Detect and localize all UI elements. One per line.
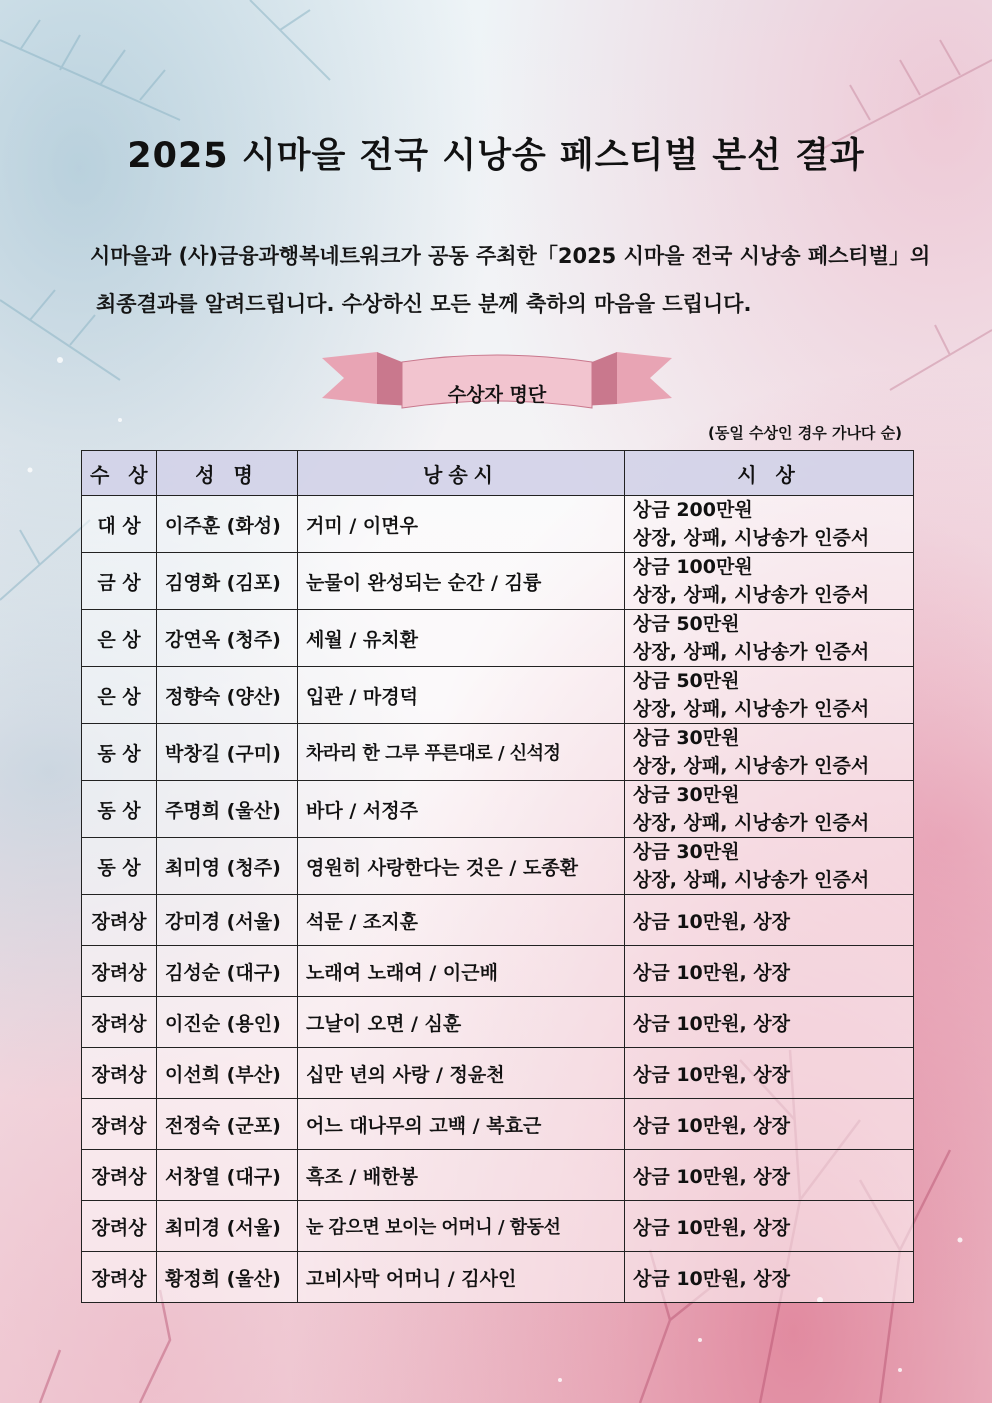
prize-items: 상장, 상패, 시낭송가 인증서 [633, 584, 870, 606]
table-row [82, 1099, 914, 1150]
name-cell: 김영화 (김포) [157, 553, 298, 610]
name-cell: 김성순 (대구) [157, 946, 298, 997]
awards-table [81, 450, 914, 1303]
prize-cell: 상금 10만원, 상장 [625, 1201, 914, 1252]
poem-cell: 눈 감으면 보이는 어머니 / 함동선 [298, 1201, 625, 1252]
award-cell: 대 상 [82, 496, 157, 553]
poem-cell: 영원히 사랑한다는 것은 / 도종환 [298, 838, 625, 895]
prize-money: 상금 30만원 [633, 841, 740, 863]
table-row [82, 724, 914, 781]
prize-cell: 상금 10만원, 상장 [625, 1252, 914, 1303]
table-row [82, 946, 914, 997]
award-cell: 장려상 [82, 997, 157, 1048]
prize-money: 상금 200만원 [633, 499, 753, 521]
table-row [82, 1252, 914, 1303]
name-cell: 주명희 (울산) [157, 781, 298, 838]
table-row [82, 895, 914, 946]
table-row [82, 838, 914, 895]
intro-text [90, 232, 931, 328]
prize-items: 상장, 상패, 시낭송가 인증서 [633, 755, 870, 777]
name-cell: 서창열 (대구) [157, 1150, 298, 1201]
poem-cell: 바다 / 서정주 [298, 781, 625, 838]
prize-items: 상장, 상패, 시낭송가 인증서 [633, 641, 870, 663]
prize-cell [625, 610, 914, 667]
table-row [82, 496, 914, 553]
prize-items: 상장, 상패, 시낭송가 인증서 [633, 698, 870, 720]
header-name: 성 명 [157, 451, 298, 496]
table-row [82, 997, 914, 1048]
name-cell: 이주훈 (화성) [157, 496, 298, 553]
award-cell: 동 상 [82, 724, 157, 781]
table-row [82, 553, 914, 610]
table-row [82, 610, 914, 667]
header-award: 수 상 [82, 451, 157, 496]
poem-cell: 차라리 한 그루 푸른대로 / 신석정 [298, 724, 625, 781]
header-poem: 낭송시 [298, 451, 625, 496]
award-cell: 장려상 [82, 895, 157, 946]
table-row [82, 1201, 914, 1252]
prize-cell [625, 724, 914, 781]
name-cell: 황정희 (울산) [157, 1252, 298, 1303]
prize-cell: 상금 10만원, 상장 [625, 1099, 914, 1150]
name-cell: 강연옥 (청주) [157, 610, 298, 667]
name-cell: 강미경 (서울) [157, 895, 298, 946]
ribbon-label: 수상자 명단 [447, 384, 547, 406]
award-cell: 은 상 [82, 667, 157, 724]
poem-cell: 석문 / 조지훈 [298, 895, 625, 946]
award-cell: 은 상 [82, 610, 157, 667]
poem-cell: 십만 년의 사랑 / 정윤천 [298, 1048, 625, 1099]
award-cell: 장려상 [82, 1252, 157, 1303]
award-cell: 장려상 [82, 1201, 157, 1252]
poem-cell: 눈물이 완성되는 순간 / 김륭 [298, 553, 625, 610]
table-row [82, 1048, 914, 1099]
poem-cell: 어느 대나무의 고백 / 복효근 [298, 1099, 625, 1150]
prize-money: 상금 50만원 [633, 613, 740, 635]
prize-money: 상금 50만원 [633, 670, 740, 692]
prize-items: 상장, 상패, 시낭송가 인증서 [633, 869, 870, 891]
poem-cell: 거미 / 이면우 [298, 496, 625, 553]
prize-cell: 상금 10만원, 상장 [625, 895, 914, 946]
prize-cell [625, 553, 914, 610]
header-prize: 시 상 [625, 451, 914, 496]
prize-cell: 상금 10만원, 상장 [625, 946, 914, 997]
poem-cell: 입관 / 마경덕 [298, 667, 625, 724]
name-cell: 이선희 (부산) [157, 1048, 298, 1099]
prize-cell [625, 496, 914, 553]
award-cell: 금 상 [82, 553, 157, 610]
intro-line-2: 최종결과를 알려드립니다. 수상하신 모든 분께 축하의 마음을 드립니다. [96, 292, 752, 316]
prize-items: 상장, 상패, 시낭송가 인증서 [633, 527, 870, 549]
poem-cell: 세월 / 유치환 [298, 610, 625, 667]
prize-cell: 상금 10만원, 상장 [625, 1150, 914, 1201]
prize-cell [625, 838, 914, 895]
poem-cell: 그날이 오면 / 심훈 [298, 997, 625, 1048]
table-row [82, 1150, 914, 1201]
award-cell: 장려상 [82, 1048, 157, 1099]
sort-note: (동일 수상인 경우 가나다 순) [708, 424, 902, 442]
award-cell: 장려상 [82, 946, 157, 997]
prize-money: 상금 30만원 [633, 784, 740, 806]
prize-money: 상금 30만원 [633, 727, 740, 749]
prize-money: 상금 100만원 [633, 556, 753, 578]
table-row [82, 667, 914, 724]
name-cell: 정향숙 (양산) [157, 667, 298, 724]
poem-cell: 고비사막 어머니 / 김사인 [298, 1252, 625, 1303]
name-cell: 최미경 (서울) [157, 1201, 298, 1252]
name-cell: 전정숙 (군포) [157, 1099, 298, 1150]
name-cell: 박창길 (구미) [157, 724, 298, 781]
prize-items: 상장, 상패, 시낭송가 인증서 [633, 812, 870, 834]
name-cell: 이진순 (용인) [157, 997, 298, 1048]
prize-cell [625, 781, 914, 838]
prize-cell [625, 667, 914, 724]
name-cell: 최미영 (청주) [157, 838, 298, 895]
table-row [82, 781, 914, 838]
prize-cell: 상금 10만원, 상장 [625, 1048, 914, 1099]
page-title: 2025 시마을 전국 시낭송 페스티벌 본선 결과 [127, 136, 865, 176]
poem-cell: 흑조 / 배한봉 [298, 1150, 625, 1201]
prize-cell: 상금 10만원, 상장 [625, 997, 914, 1048]
award-cell: 장려상 [82, 1099, 157, 1150]
intro-line-1: 시마을과 (사)금융과행복네트워크가 공동 주최한「2025 시마을 전국 시낭송 페스티벌」의 [90, 244, 931, 268]
table-header-row [82, 451, 914, 496]
award-cell: 동 상 [82, 781, 157, 838]
award-cell: 동 상 [82, 838, 157, 895]
poem-cell: 노래여 노래여 / 이근배 [298, 946, 625, 997]
award-cell: 장려상 [82, 1150, 157, 1201]
